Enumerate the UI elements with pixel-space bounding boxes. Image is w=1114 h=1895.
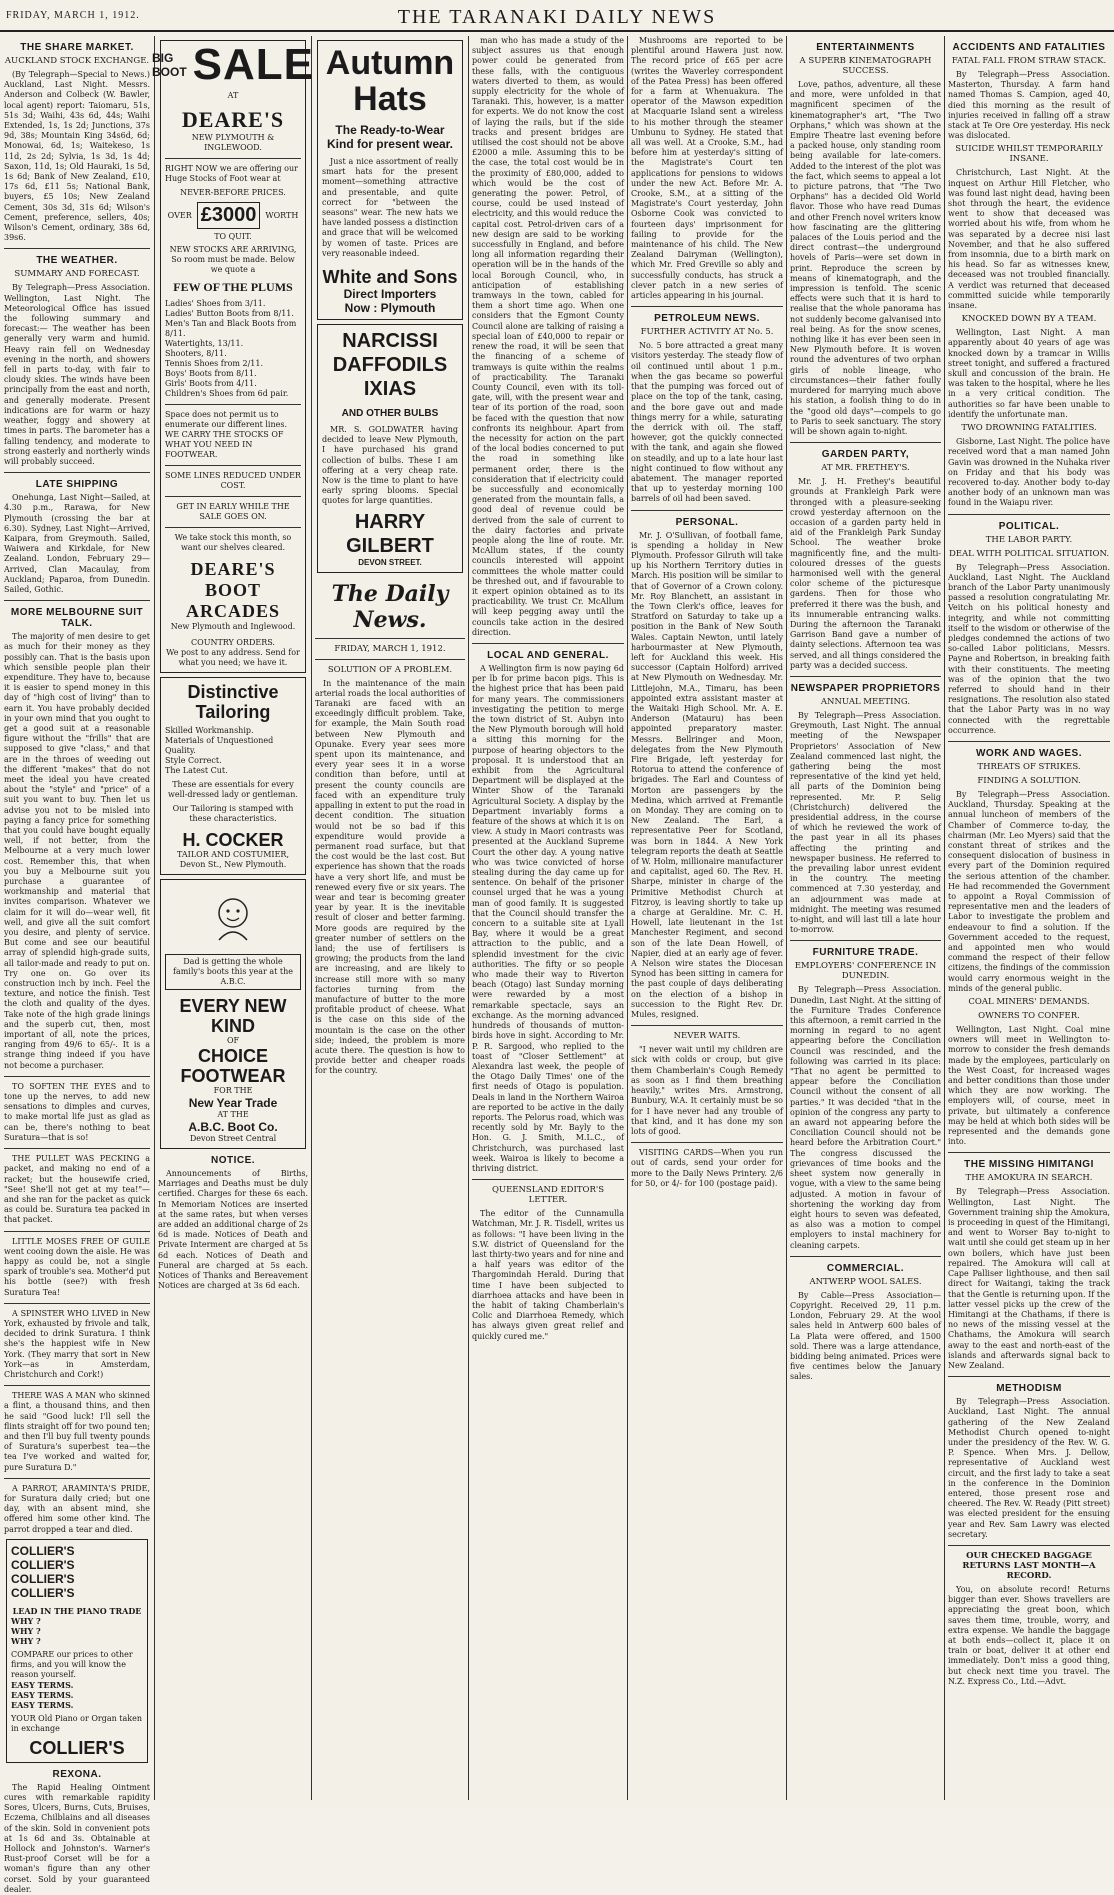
never-before: NEVER-BEFORE PRICES.	[180, 188, 286, 197]
weather-text: By Telegraph—Press Association. Wellington, Last Night. The Meteorological Office has issued the following summary and forecast:— The weather has been generally very warm and humid. Heavy rain fell on Wednesday evening in the north, and showers fell in parts to-day, with fair to cloudy skies. The winds have been principally from the east and north, and generally moderate. Present indications are for warm or hazy weather, foggy and showery at times in parts. The barometer has a falling tendency, and moderate to strong easterly and northerly winds will probably succeed.	[4, 283, 150, 466]
divider	[948, 741, 1110, 742]
bulb-item: IXIAS	[363, 378, 417, 401]
personal-heading: PERSONAL.	[675, 516, 739, 528]
bulb-item: NARCISSI	[342, 330, 438, 353]
furniture-trade-subheading: EMPLOYERS' CONFERENCE IN DUNEDIN.	[794, 961, 937, 982]
suratura-ad: TO SOFTEN THE EYES and to tone up the nerves, to add new sensations to dimples and curves, to make mortal life just as glad as can be, there's nothing to beat Suratura—that is so!	[4, 1081, 150, 1142]
newspaper-proprietors-heading: NEWSPAPER PROPRIETORS	[790, 682, 941, 694]
political-text: By Telegraph—Press Association. Auckland, Last Night. The Auckland branch of the Labor Party unanimously passed a resolution congratulating Mr. Veitch on his political honesty and integrity, and while not committing itself to the wisdom or otherwise of the pledges condemned the actions of two so-called Labor politicians, Messrs. Payne and Robertson, in breaking faith with their constituents. The meeting was of the opinion that the two referred to should hand in their resignations. The resolution also stated that the Labor Party was in no way connected with the regrettable occurrence.	[948, 562, 1110, 735]
harry-gilbert: HARRY GILBERT	[346, 510, 434, 557]
divider	[631, 1142, 783, 1143]
big-word: BIG	[151, 51, 174, 65]
divider	[4, 1303, 150, 1304]
colliers-terms: EASY TERMS.	[11, 1699, 74, 1710]
cocker-sub: TAILOR AND COSTUMIER, Devon St., New Plymouth.	[176, 850, 289, 869]
for-the: FOR THE	[213, 1086, 253, 1095]
divider	[472, 1179, 624, 1180]
colliers-name: COLLIER'S	[29, 1737, 125, 1758]
entertainments-text: Love, pathos, adventure, all these and more, were unfolded in that magnificent specimen of the kinematographer's art, "The Two Orphans," which was shown at the Empire Theatre last evening before a packed house, only standing room being available for late-comers. Added to the interest of the plot was the fact, which seems to appeal a lot to picture patrons, that "The Two Orphans" has a decided Old World flavor. Those who have read Dumas and other French novel writers know how fascinating are the glittering palaces of the Louis period and the direct contrast—the underground hovels of Paris—were set down in print. Reproduce the screen by means of kinematograph, and the impression is tenfold. The scenic effects were such that it is hard to realise that the whole panorama has not suddenly become galvanised into real being. As for the snow scenes, nothing like it has ever been seen in New Plymouth before. It is woven round the adventures of two orphan girls of noble lineage, who circumstances—their father foully murdered for marrying much above his station, a foolish thing to do in the "good old days"—compels to go to Paris to seek sanctuary. The story will be shown again to-night.	[790, 80, 941, 436]
divider	[165, 404, 301, 405]
dad-caption: Dad is getting the whole family's boots this year at the A.B.C.	[165, 954, 301, 990]
column-rule	[627, 36, 628, 1800]
divider	[165, 465, 301, 466]
tailoring-ad	[160, 677, 306, 875]
plum-item: Watertights, 13/11.	[165, 339, 244, 348]
queensland-text: The editor of the Cunnamulla Watchman, Mr. J. R. Tisdell, writes us as follows: "I have been living in the S.W. district of Queensland for the last thirty-two years and for nine and a half years was editor of the Thargomindah Herald. During that time I have been subjected to diarrhoea attacks and have been in the habit of taking Chamberlain's Colic and Diarrhoea Remedy, which has always given great relief and quickly cured me."	[472, 1209, 624, 1341]
column-7	[948, 36, 1110, 1802]
column-2	[151, 36, 315, 1802]
sale-word: SALE	[192, 40, 315, 89]
local-general-heading: LOCAL AND GENERAL.	[487, 649, 609, 661]
plum-item: Ladies' Shoes from 3/11.	[165, 299, 266, 308]
tailor-line: The Latest Cut.	[165, 766, 228, 775]
reduced-lines: SOME LINES REDUCED UNDER COST.	[165, 471, 301, 490]
divider	[790, 442, 941, 443]
divider	[790, 676, 941, 677]
few-plums: FEW OF THE PLUMS	[173, 280, 293, 294]
at-the: AT THE	[217, 1110, 249, 1119]
of-word: OF	[226, 1036, 240, 1045]
methodism-heading: METHODISM	[996, 1383, 1062, 1395]
divider	[165, 527, 301, 528]
entertainments-heading: ENTERTAINMENTS	[816, 42, 915, 53]
over-word: OVER	[167, 210, 192, 220]
newspaper-proprietors-text: By Telegraph—Press Association. Greymouth, Last Night. The annual meeting of the Newspaper Proprietors' Association of New Zealand commenced last night, the gathering being the most representative of the kind yet held, all parts of the Dominion being represented. Mr. P. Selig (Christchurch) delivered the presidential address, in the course of which he reviewed the work of the past year in all its phases affecting the printing and newspaper business. He referred to the prevailing labor unrest evident in the country. The meeting commenced at 7.30 yesterday, and an adjournment was made at midnight. The meeting was resumed to-night, and will last till a late hour to-morrow.	[790, 710, 941, 935]
weather-subheading: SUMMARY AND FORECAST.	[14, 269, 140, 280]
colliers-lead: LEAD IN THE PIANO TRADE	[12, 1605, 142, 1616]
divider	[4, 1231, 150, 1232]
tailor-line: Materials of Unquestioned Quality.	[165, 736, 274, 755]
notice-text: Announcements of Births, Marriages and Deaths must be duly certified. Charges for these 6s each. In Memoriam Notices are inserted at the same rates, but when verses are added an additional charge of 2s 6d is made. Notices of Death and Private Interment are charged at 5s 6d each. Notices of Death and Funeral are charged at 5s each. Notices of Thanks and Bereavement Notices are charged at 3s 6d each.	[158, 1169, 308, 1291]
solution-heading: SOLUTION OF A PROBLEM.	[327, 664, 453, 675]
abc-boot-ad	[160, 879, 306, 1149]
plum-item: Shooters, 8/11.	[165, 349, 227, 358]
tailor-line: Skilled Workmanship.	[165, 726, 254, 735]
colliers-why: WHY ?	[11, 1625, 41, 1636]
column-1	[4, 36, 150, 1894]
divider	[4, 1385, 150, 1386]
fatal-fall-text: By Telegraph—Press Association. Masterton, Thursday. A farm hand named Thomas S. Campion, aged 40, died this morning as the result of injuries received in falling off a straw stack at Te Ore Ore yesterday. His neck was dislocated.	[948, 70, 1110, 141]
owners-confer-subheading: OWNERS TO CONFER.	[978, 1011, 1080, 1022]
plum-item: Tennis Shoes from 2/11.	[165, 359, 264, 368]
suratura-ad: A SPINSTER WHO LIVED in New York, exhausted by frivole and talk, decided to drink Suratura. I think she's the happiest wife in New York. (They marry that sort in New York—as in Amsterdam, Christchurch and Cork!)	[4, 1308, 150, 1379]
strikes-subheading: THREATS OF STRIKES.	[977, 761, 1081, 772]
share-market-text: (By Telegraph—Special to News.) Auckland, Last Night. Messrs. Anderson and Colbeck (W. Bawler, local agent) report: Taiomaru, 51s, 51s 3d; Waihi, 43s 6d, 44s; Waihi Extended, 1s, 1s 2d; Junctions, 37s 9d, 38s; Mountain King 34s6d, 6d; Monowai, 6d, 1s; Waitekeso, 1s 11d, 2s 2d; Sylvia, 1s 3d, 1s 4d; Saxon, 11d, 1s; Old Hauraki, 1s 5d, 1s 6d; Bank of New Zealand, £10, 17s 6d, £11 5s; National Bank, buyers, £5 10s; New Zealand Cement, 30s 3d, 31s 6d; Wilson's Cement, preference, sellers, 40s; Wilson's Cement, ordinary, 38s 6d, 39s6.	[4, 70, 150, 243]
plum-item: Children's Shoes from 6d pair.	[165, 389, 289, 398]
garden-party-heading: GARDEN PARTY,	[821, 449, 910, 461]
column-rule	[154, 36, 155, 1800]
visiting-cards-ad: VISITING CARDS—When you run out of cards, send your order for more to the Daily News Printery. 2/6 for 50, or 4/- for 100 (postage paid).	[631, 1148, 783, 1188]
share-market-subheading: AUCKLAND STOCK EXCHANGE.	[4, 56, 150, 66]
divider	[948, 1376, 1110, 1377]
entertainments-subheading: A SUPERB KINEMATOGRAPH SUCCESS.	[799, 56, 932, 76]
abc-boot-name: A.B.C. Boot Co.	[188, 1120, 278, 1134]
work-wages-heading: WORK AND WAGES.	[975, 747, 1082, 759]
colliers-row: COLLIER'S	[11, 1585, 75, 1600]
coal-miners-text: Wellington, Last Night. Coal mine owners will meet in Wellington to-morrow to consider the fresh demands made by the employees, particularly on the West Coast, for increased wages and better conditions than those under which they are now working. The employers will, of course, meet in private, but ultimately a conference may be held at which both sides will be represented and the demands gone into.	[948, 1025, 1110, 1147]
to-quit: TO QUIT.	[214, 232, 252, 241]
suit-talk-heading: MORE MELBOURNE SUIT TALK.	[10, 607, 144, 630]
arcades-town: New Plymouth and Inglewood.	[170, 622, 296, 631]
autumn-hats-ad	[317, 40, 463, 320]
amokura-subheading: THE AMOKURA IN SEARCH.	[965, 1173, 1093, 1184]
suit-talk-text: The majority of men desire to get as much for their money as they possibly can. That is the basis upon which sensible people plan their expenditure. They have to, because it is easier to spend money in this day of "high cost of living" than to earn it. You have probably decided in your own mind that you ought to get a good suit at a reasonable figure without the "frills" that are supposed to give "class," and that are in the throes of weeding out the different "makes" that do not meet the ideal you have created about the "style" and "price" of a suit you want to buy. Then let us advise you not to be misled into paying a fancy price for something that you could have bought equally well, if not better, from the Melbourne at a very much lower cost. Remember this, that when you buy a Melbourne suit you purchase a guarantee of workmanship and material that invites comparison. Whatever we claim for it will do—wear well, fit well, and give all the suit comfort you desire, and plenty of service. But come and see our beautiful array of splendid high-grade suits, all tailor-made and ready to put on. Try one on. Go over its construction inch by inch. Feel the texture, and notice the finish. Test the cloth and quality of the dyes. Take note of the high grade linings and the superb cut, then, most important of all, note the prices, ranging from 49/6 to 65/-. It is a strange thing indeed if you have not become a purchaser.	[4, 632, 150, 1070]
local-general-text: A Wellington firm is now paying 6d per lb for prime bacon pigs. This is the highest price that has been paid for many years. The commissioners investigating the petition to merge the town district of St. Aubyn into the New Plymouth borough will hold a sitting this morning for the purpose of hearing objectors to the proposal. It is understood that an exhibit from the Agricultural Department will be displayed at the Winter Show of the Taranaki Agricultural Society. A display by the Department invariably forms a feature of the shows at which it is on view. A study in Maori contrasts was presented at the Auckland Supreme Court the other day. A young native who was twice convicted of horse stealing during the day came up for sentence. On behalf of the prisoner counsel urged that he was a young man of good family. It is suggested that the Council should transfer the concern to a suitable site at Lyall Bay, where it would be a great attraction to the public, and a splendid investment for the civic authorities. The fifty or so people who made their way to Riverton beach (Otago) last Sunday morning were rewarded by a most remarkable spectacle, says an exchange. As the morning advanced hundreds of thousands of mutton-birds hove in sight. According to Mr. P. R. Sargood, who replied to the toast of "Closer Settlement" at Alexandra last week, the people of the Otago Daily Times' one of the first needs of Otago is population. Deals in land in the Northern Wairoa are reported to be active in the daily reports. The Pelorus road, which was recently sold by Mr. Bayly to the Hon. G. J. Smith, M.L.C., of Christchurch, was purchased last week. Wairoa is likely to become a thriving district.	[472, 663, 624, 1173]
big-boot-sale-ad	[151, 40, 315, 673]
suratura-ad: A PARROT, ARAMINTA'S PRIDE, for Suratura daily cried; but one day, with an absent mind, she offered him some other kind. The parrot dropped a tear and died.	[4, 1483, 150, 1534]
goldwater-text: MR. S. GOLDWATER having decided to leave New Plymouth, I have purchased his grand collection of bulbs. These I am offering at a very cheap rate. Now is the time to plant to have early spring blooms. Special quotes for large quantities.	[322, 425, 458, 506]
boot-arcades: DEARE'S BOOT ARCADES	[185, 559, 280, 621]
hats-text: Just a nice assortment of really smart hats for the present moment—something attractive and presentable, and quite correct for "between the seasons" wear. The new hats we have landed possess a distinction and grace that will be welcomed by women of taste. Prices are very reasonable indeed.	[322, 157, 458, 258]
daily-news-title: The Daily News.	[331, 580, 449, 633]
share-market-heading: THE SHARE MARKET.	[20, 42, 134, 53]
footwear-word: FOOTWEAR	[180, 1066, 286, 1086]
personal-text: Mr. J. O'Sullivan, of football fame, is spending a holiday in New Plymouth. Professor Gilruth will take up his Northern Territory duties in March. His position will be similar to that of Governor of a Crown colony. Mr. Roy Blanchett, an assistant in the Town Clerk's office, leaves for Stratford on Saturday to take up a position in the Bank of New South Wales. Captain Newton, until lately harbourmaster at New Plymouth, left for Auckland this week. His successor (Captain Holford) arrived at New Plymouth on Wednesday. Mr. Littlejohn, M.A., Timaru, has been appointed extra assistant master at the Waitaki High School. Mr. A. E. Anderson (Matauru) has been appointed preparatory master. Messrs. Bellringer and Moon, delegates from the New Plymouth Fire Brigade, left yesterday for Rotorua to attend the conference of brigades. The Earl and Countess of Morton are passengers by the Medina, which arrived at Fremantle on Monday. They are coming on to New Zealand. The Earl, a representative Peer for Scotland, was born in 1844. A New York telegram reports the death at Seattle of W. Holm, millionaire manufacturer and capitalist, aged 60. The Rev. H. Sharpe, minister in charge of the Primitive Methodist Church at Fitzroy, is leaving shortly to take up a charge at Geraldine. Mr. C. H. Howell, late lieutenant in the 1st Manchester Regiment, and second son of the late Dean Howell, of Napier, died at an early age of fever. A Nelson wire states the Diocesan Synod has been sitting in camera for the past couple of days deliberating on the election of a bishop in succession to the Right Rev. Dr. Mules, resigned.	[631, 530, 783, 1020]
solution-subheading: FINDING A SOLUTION.	[977, 775, 1081, 786]
devon-street: DEVON STREET.	[358, 557, 422, 567]
tailoring-heading: Distinctive Tailoring	[187, 682, 279, 722]
work-wages-text: By Telegraph—Press Association. Auckland, Thursday. Speaking at the annual luncheon of members of the Chamber of Commerce to-day, the chairman (Mr. Leo Myers) said that the constant threat of strikes and the consequent dislocation of business in every part of the Dominion required the serious attention of the chamber. He had recommended the Government to appoint a Royal Commission of representative men and the leaders of Labor to investigate the problem and endeavour to find a solution. If the Government acceded to the request, and appointed men who would command the respect of their fellow citizens, the findings of the commission would carry enormous weight in the minds of the general public.	[948, 789, 1110, 993]
stock-note: We take stock this month, so want our shelves cleared.	[174, 533, 292, 552]
tailor-note-2: Our Tailoring is stamped with these characteristics.	[172, 804, 294, 823]
divider	[4, 1076, 150, 1077]
column-3	[315, 36, 465, 1802]
solution-text: In the maintenance of the main arterial roads the local authorities of Taranaki are faced with an exceedingly difficult problem. Take, for example, the Main South road between New Plymouth and Opunake. Every year sees more spent upon its maintenance, and every year sees it in a worse condition than before, until at present the county councils are faced with an expenditure truly appalling in extent to put the road in decent condition. The situation would not be so bad if this expenditure would provide a permanent road surface, but that the cost would be the last cost. But experience has shown that the roads have a very short life, and must be renewed every five or six years. The wear and tear is becoming greater year by year. It is the inevitable result of closer and better farming. More goods are required by the greater number of settlers on the land; the use of fertilisers is growing; the products from the land are increasing, and are likely to increase still more with so many factories turning from the manufacture of butter to the more profitable product of cheese. What is the case on this side of the mountain is the case on the other side; indeed, the problem is more acute there. The question is how to provide better and cheaper roads for the country.	[315, 678, 465, 1076]
queensland-heading: QUEENSLAND EDITOR'S LETTER.	[491, 1185, 605, 1206]
ready-to-wear: The Ready-to-Wear Kind for present wear.	[326, 123, 454, 151]
column-6	[790, 36, 941, 1802]
every-new: EVERY NEW	[179, 996, 287, 1016]
divider	[4, 600, 150, 601]
now-plymouth: Now : Plymouth	[344, 301, 436, 316]
commercial-heading: COMMERCIAL.	[826, 1262, 905, 1274]
colliers-ad	[6, 1539, 148, 1763]
suratura-ad: THERE WAS A MAN who skinned a flint, a thousand thins, and then he said "Good luck! I'll sell the flints straight off for two pound ten; and then I'll buy full twenty pounds of Suratura's superbest tea—the tea I've worked and waited for, pure Suratura D."	[4, 1391, 150, 1472]
divider	[631, 1025, 783, 1026]
autumn-word: Autumn	[325, 44, 455, 82]
divider	[4, 248, 150, 249]
plum-item: Girls' Boots from 4/11.	[165, 379, 257, 388]
divider	[315, 638, 465, 639]
space-note: Space does not permit us to enumerate our different lines. WE CARRY THE STOCKS OF WHAT YOU NEED IN FOOTWEAR.	[165, 410, 287, 459]
colliers-why: WHY ?	[11, 1615, 41, 1626]
plum-item: Ladies' Button Boots from 8/11.	[165, 309, 294, 318]
editorial-continued: man who has made a study of the subject assures us that enough power could be generated from these falls, with the contiguous waters diverted to them, as would supply electricity for the whole of Taranaki. This, however, is a matter for experts. We do not know the cost of laying the rails, but if the side tracks and present bridges are utilised the cost should not be above £2000 a mile. Assuming this to be the case, the total cost would be in the proximity of £80,000, added to which would be the cost of generating the power. Petrol, of course, could be used instead of electricity, and this would reduce the capital cost. Petrol-driven cars of a new design are said to be working successfully in England, and before long all information regarding their operation will be in the hands of the local Borough Council, who, in anticipation of establishing tramways in the town, cabled for them a short time ago. When one considers that the Egmont County Council alone are talking of raising a special loan of £40,000 to repair or renew the road, it will be seen that the financing of a scheme of tramways is quite within the realms of practicability. The Taranaki County Council, even with its toll-gate, will, with the present wear and tear of its portion of the road, soon be faced with the question that now confronts its neighbour. Apart from the necessity for action on the part of the local bodies concerned to put the road in something like permanent order, there is the consideration that if electricity could be successfully and economically generated from the mountain falls, a good deal of revenue could be derived from the sale of current to the dairy factories and private people along the line of route. Mr. McAllum states, if the county councils interested will appoint committees the whole matter could be threshed out, and if favourable to it expert opinion obtained as to its practicability. We trust Cr. McAllum will keep pegging away until the councils take action in the desired direction.	[472, 36, 624, 637]
divider	[165, 496, 301, 497]
divider	[948, 1545, 1110, 1546]
methodism-text: By Telegraph—Press Association. Auckland, Last Night. The annual gathering of the New Zealand Methodist Church opened to-night under the presidency of the Rev. W. G. P. Spence. When Mrs. J. Dellow, representative of Auckland west circuit, and the first lady to take a seat in the conference in the Dominion entered, those present rose and cheered. The Rev. W. Ready (Pitt street) was elected president for the ensuing year and Rev. Sam Lawry was elected secretary.	[948, 1397, 1110, 1539]
missing-himitangi-heading: THE MISSING HIMITANGI	[964, 1159, 1094, 1171]
kind-word: KIND	[211, 1016, 255, 1036]
deares-town: NEW PLYMOUTH & INGLEWOOD.	[191, 133, 275, 152]
furniture-trade-text: By Telegraph—Press Association. Dunedin, Last Night. At the sitting of the Furniture Trades Conference this afternoon, a remit carried in the morning in regard to no agent appearing before the Conciliation Council was rescinded, and the following was carried in its place: "That no agent be permitted to appear before the Conciliation Council without the consent of all parties." It was decided "that in the opinion of the congress any party to an award not appearing before the Conciliation Council should not be heard before the Arbitration Court." The congress discussed the grievances of time books and the sheet system now generally in vogue, with a view to the same being adjusted. A motion in favour of shortening the working day from eight hours to seven was defeated, as also was a motion to compel employers to instal machinery for cleaning carpets.	[790, 985, 941, 1250]
commercial-subheading: ANTWERP WOOL SALES.	[809, 1276, 922, 1287]
suratura-ad: THE PULLET WAS PECKING a packet, and making no end of a racket; but the housewife cried, "See! She'll not get at my tea!"—and she ran for the packet as quick as could be. Suratura tea packed in that packet.	[4, 1154, 150, 1225]
colliers-why: WHY ?	[11, 1635, 41, 1646]
suicide-text: Christchurch, Last Night. At the inquest on Arthur Hill Fletcher, who was found last night dead, having been shot through the heart, the evidence went to show that deceased was worried about his wife, from whom he was separated by a decree nisi last November, and that he also suffered from insomnia, due to a birth mark on his head. So far as witnesses knew, deceased was not troubled financially. A verdict was returned that deceased committed suicide while temporarily insane.	[948, 168, 1110, 311]
masthead-date: FRIDAY, MARCH 1, 1912.	[6, 10, 140, 21]
rexona-heading: REXONA.	[52, 1768, 102, 1780]
direct-importers: Direct Importers	[343, 287, 437, 302]
other-bulbs: AND OTHER BULBS	[341, 408, 439, 420]
sale-amount: £3000	[197, 202, 261, 229]
divider	[948, 1152, 1110, 1153]
local-general-continued: Mushrooms are reported to be plentiful around Hawera just now. The record price of £65 per acre (writes the Waverley correspondent of the Patea Press) has been offered for a farm at Whenuakura. The operator of the Mawson expedition at Macquarie Island sent a wireless to his mother through the steamer Umbunu to Sydney. He stated that all was well. At a Crooke, S.M., had before him at yesterday's sitting of the Magistrate's Court ten applications for pensions to widows under the new Act. Before Mr. A. Crooke, S.M., at a sitting of the Magistrate's Court yesterday, John Osborne Cook was convicted to fourteen days' imprisonment for failing to provide for the maintenance of his child. The New Zealand Dairyman (Wellington), which Mr. Fred Greville so ably and successfully conducts, has struck a clever patch in a new series of articles appearing in his journal.	[631, 36, 783, 301]
column-5	[631, 36, 783, 1802]
boot-word: BOOT	[151, 65, 187, 79]
rexona-text: The Rapid Healing Ointment cures with remarkable rapidity Sores, Ulcers, Burns, Cuts, Bruises, Eczema, Chilblains and all diseases of the skin. Sold in convenient pots at 1s 6d and 3s. Obtainable at Hollock and Johnston's. Warner's Rust-proof Corset will be for a woman's figure than any other corset. Sold by your guaranteed dealer.	[4, 1782, 150, 1894]
divider	[790, 1256, 941, 1257]
hats-word: Hats	[353, 80, 427, 118]
divider	[315, 659, 465, 660]
column-rule	[468, 36, 469, 1800]
tailor-line: Style Correct.	[165, 756, 222, 765]
daily-news-date: FRIDAY, MARCH 1, 1912.	[334, 643, 446, 654]
knocked-down-text: Wellington, Last Night. A man apparently about 40 years of age was knocked down by a tramcar in Willis street tonight, and suffered a fractured skull and concussion of the brain. He was taken to the hospital, where he lies in a very critical condition. The authorities so far have been unable to identify the unfortunate man.	[948, 328, 1110, 419]
masthead	[0, 4, 1114, 32]
devon-street: Devon Street Central	[189, 1134, 277, 1143]
furniture-trade-heading: FURNITURE TRADE.	[812, 947, 919, 959]
baggage-heading: OUR CHECKED BAGGAGE RETURNS LAST MONTH—A RECORD.	[962, 1550, 1096, 1581]
garden-party-subheading: AT MR. FRETHEY'S.	[821, 463, 910, 474]
baby-illustration-icon	[204, 890, 262, 948]
never-waits-heading: NEVER WAITS.	[673, 1031, 741, 1042]
divider	[4, 1148, 150, 1149]
divider	[631, 306, 783, 307]
political-heading: POLITICAL.	[998, 520, 1060, 532]
masthead-title: THE TARANAKI DAILY NEWS	[397, 6, 717, 28]
fatal-fall-subheading: FATAL FALL FROM STRAW STACK.	[951, 56, 1107, 66]
drowning-text: Gisborne, Last Night. The police have received word that a man named John Gavin was drowned in the Nuhaka river on Friday and that his body was recovered to-day. Another body to-day another body of an unknown man was found in the Waiapu river.	[948, 437, 1110, 508]
suratura-ad: LITTLE MOSES FREE OF GUILE went cooing down the aisle. He was happy as could be, not a single spark of trouble's sea. Mother'd put his bottle (see?) with fresh Suratura Tea!	[4, 1236, 150, 1297]
petroleum-subheading: FURTHER ACTIVITY AT No. 5.	[640, 327, 774, 338]
white-sons: White and Sons	[322, 267, 458, 288]
column-rule	[944, 36, 945, 1800]
colliers-compare: COMPARE our prices to other firms, and you will know the reason yourself.	[11, 1649, 133, 1679]
get-in-early: GET IN EARLY WHILE THE SALE GOES ON.	[176, 502, 290, 521]
divider	[4, 472, 150, 473]
coal-miners-subheading: COAL MINERS' DEMANDS.	[968, 997, 1090, 1008]
bulb-item: DAFFODILS	[332, 354, 448, 377]
column-rule	[786, 36, 787, 1800]
shipping-heading: LATE SHIPPING	[35, 479, 119, 491]
divider	[631, 510, 783, 511]
country-orders: COUNTRY ORDERS.	[191, 638, 275, 647]
new-year-trade: New Year Trade	[188, 1096, 278, 1110]
petroleum-text: No. 5 bore attracted a great many visitors yesterday. The steady flow of oil continued until about 1 p.m., when the gas became so powerful that the pumping was forced out of place on the top of the tank, casing, and the bore gave out and made things merry for a while, saturating the derrick with oil. The staff, however, got the quickly connected with the tank, and again she flowed on steadily, and up to a late hour last night continued to flow without any abatement. The manager reported that up to yesterday morning 100 barrels of oil had been saved.	[631, 341, 783, 504]
bulbs-ad	[317, 324, 463, 573]
colliers-terms: EASY TERMS.	[11, 1679, 74, 1690]
baggage-text: You, on absolute record! Returns bigger than ever. Shows travellers are appreciating the great boon, which saves them time, trouble, worry, and extra expense. We handle the baggage at both ends—collect it, place it on train or boat, deliver it at other end immediately. Don't miss a good thing, but check next time you travel. The N.Z. Express Co., Ltd.—Advt.	[948, 1584, 1110, 1686]
plum-item: Boys' Boots from 8/11.	[165, 369, 257, 378]
political-situation-subheading: DEAL WITH POLITICAL SITUATION.	[948, 548, 1110, 559]
notice-heading: NOTICE.	[210, 1155, 256, 1166]
divider	[790, 940, 941, 941]
cocker-name: H. COCKER	[182, 830, 284, 850]
suicide-subheading: SUICIDE WHILST TEMPORARILY INSANE.	[955, 144, 1103, 165]
knocked-down-subheading: KNOCKED DOWN BY A TEAM.	[961, 314, 1097, 325]
column-4	[472, 36, 624, 1802]
plum-item: Men's Tan and Black Boots from 8/11.	[165, 319, 297, 338]
colliers-exchange: YOUR Old Piano or Organ taken in exchange	[11, 1713, 143, 1733]
choice-word: CHOICE	[197, 1046, 268, 1066]
offer-text: RIGHT NOW we are offering our Huge Stocks of Foot wear at	[165, 164, 298, 183]
commercial-text: By Cable—Press Association—Copyright. Received 29, 11 p.m. London, February 29. At the wool sales held in Antwerp 600 bales of La Plata were offered, and 1500 sold. There was a large attendance, bidding being animated. Prices were five centimes below the January sales.	[790, 1290, 941, 1382]
colliers-terms: EASY TERMS.	[11, 1689, 74, 1700]
missing-himitangi-text: By Telegraph—Press Association. Wellington, Last Night. The Government training ship the Amokura, is proceeding in quest of the Himitangi, and went to Worser Bay to-night to wait until she could get steam up in her own boilers, which have just been repaired. The Amokura will call at Cape Palliser lighthouse, and then sail direct for Waitangi, taking the track that the Gentle is returning upon. If the latter vessel picks up the crew of the Himitangi at the Chathams, if there is no news of the missing vessel at the Chathams, the Amokura will search away to the east and north-east of the islands and afterwards signal back to New Zealand.	[948, 1187, 1111, 1370]
divider	[948, 514, 1110, 515]
column-rule	[311, 36, 312, 1800]
newspaper-proprietors-subheading: ANNUAL MEETING.	[820, 696, 911, 707]
post-note: We post to any address. Send for what you need; we have it.	[166, 648, 300, 667]
new-stocks: NEW STOCKS ARE ARRIVING, So room must be made. Below we quote a	[169, 245, 297, 274]
at-word: AT	[227, 91, 239, 100]
labor-party-subheading: THE LABOR PARTY.	[985, 534, 1073, 545]
tailor-note: These are essentials for every well-dressed lady or gentleman.	[168, 780, 298, 799]
weather-heading: THE WEATHER.	[36, 255, 118, 267]
divider	[4, 1478, 150, 1479]
worth-word: WORTH	[265, 210, 299, 220]
petroleum-heading: PETROLEUM NEWS.	[654, 313, 760, 325]
divider	[472, 643, 624, 644]
colliers-row: COLLIER'S	[11, 1557, 75, 1572]
shipping-text: Onehunga, Last Night—Sailed, at 4.30 p.m., Rarawa, for New Plymouth (crossing the bar at 6.30). Sydney, Last Night—Arrived, Kaipara, from Greymouth. Sailed, Waiwera and Kirkdale, for New Zealand. London, February 29—Arrived, Clan Macaulay, from Auckland; Paparoa, from Dunedin. Sailed, Gothic.	[4, 493, 150, 594]
colliers-row: COLLIER'S	[11, 1571, 75, 1586]
deares-brand: DEARE'S	[181, 107, 285, 132]
accidents-heading: ACCIDENTS AND FATALITIES	[952, 42, 1106, 53]
drowning-subheading: TWO DROWNING FATALITIES.	[961, 423, 1097, 434]
garden-party-text: Mr. J. H. Frethey's beautiful grounds at Frankleigh Park were thronged with a pleasure-seeking crowd yesterday afternoon on the occasion of a garden party held in aid of the Frankleigh Park Sunday School. The weather broke magnificently fine, and the multi-coloured dresses of the guests harmonised well with the general color scheme of the picturesque gardens. Then for those who preferred it there was the bush, and its innumerable entrancing walks. During the afternoon the Taranaki Garrison Band gave a number of dainty selections. Afternoon tea was served, and all things considered the party was a decided success.	[790, 477, 941, 670]
colliers-row: COLLIER'S	[11, 1543, 75, 1558]
plum-list	[165, 299, 301, 399]
divider	[165, 158, 301, 159]
never-waits-text: "I never wait until my children are sick with colds or croup, but give them Chamberlain's Cough Remedy as soon as I find them breathing heavily," writes Mrs. Armstrong, Bunbury, W.A. It certainly must be so for I have never had any trouble of that kind, and it has done my son lots of good.	[631, 1045, 783, 1136]
